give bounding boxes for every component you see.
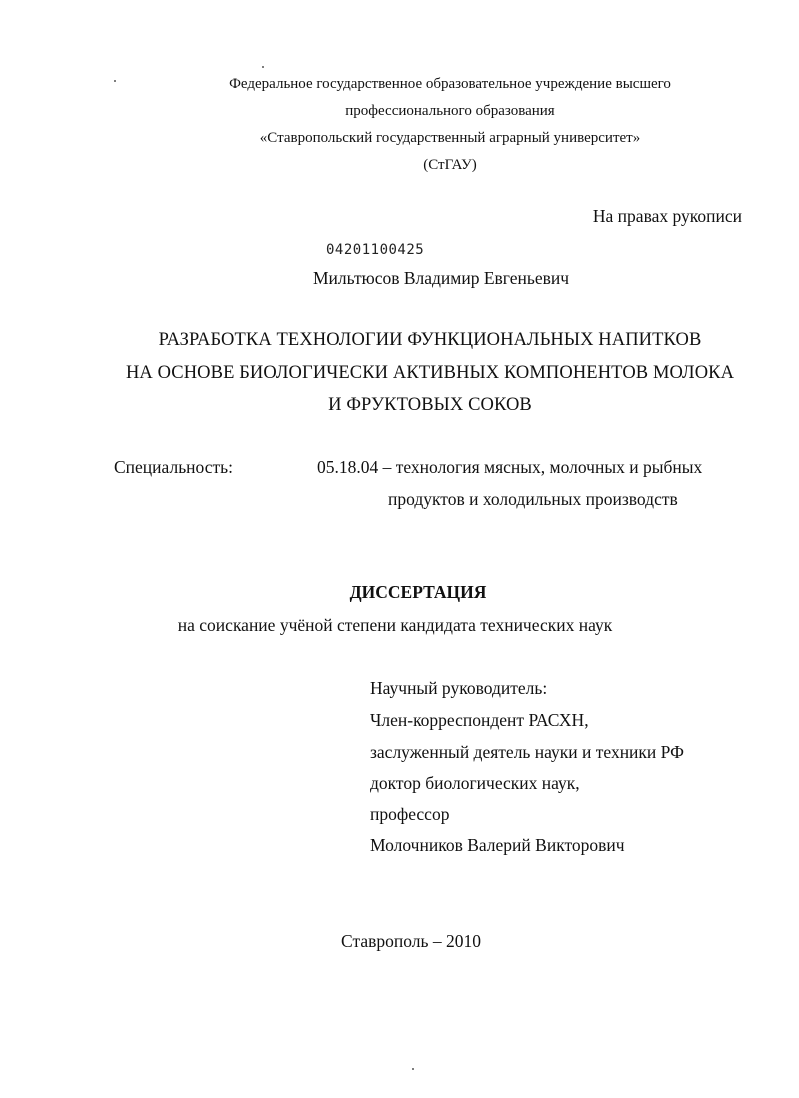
- place-and-year: Ставрополь – 2010: [341, 931, 481, 951]
- supervisor-line-3: доктор биологических наук,: [370, 773, 580, 793]
- thesis-title-line-2: НА ОСНОВЕ БИОЛОГИЧЕСКИ АКТИВНЫХ КОМПОНЕНТОВ МОЛОКА: [125, 363, 735, 383]
- manuscript-note: На правах рукописи: [592, 206, 742, 226]
- institution-line-2: профессионального образования: [345, 103, 555, 119]
- dissertation-subtitle: на соискание учёной степени кандидата технических наук: [177, 615, 613, 635]
- scan-speck: [412, 1068, 414, 1070]
- thesis-title-line-1: РАЗРАБОТКА ТЕХНОЛОГИИ ФУНКЦИОНАЛЬНЫХ НАПИТКОВ: [158, 330, 702, 350]
- institution-abbreviation: (СтГАУ): [423, 157, 477, 173]
- dissertation-heading: ДИССЕРТАЦИЯ: [349, 582, 487, 602]
- supervisor-line-2: заслуженный деятель науки и техники РФ: [370, 742, 684, 762]
- registration-number: 04201100425: [326, 242, 425, 258]
- supervisor-name: Молочников Валерий Викторович: [370, 835, 625, 855]
- specialty-line-1: 05.18.04 – технология мясных, молочных и рыбных: [317, 457, 703, 477]
- specialty-line-2: продуктов и холодильных производств: [388, 489, 678, 509]
- scan-speck: [262, 66, 264, 68]
- scan-speck: [114, 80, 116, 82]
- supervisor-line-1: Член-корреспондент РАСХН,: [370, 710, 589, 730]
- institution-line-1: Федеральное государственное образовательное учреждение высшего: [229, 76, 671, 92]
- supervisor-line-4: профессор: [370, 804, 450, 824]
- specialty-label: Специальность:: [114, 457, 233, 477]
- author-name: Мильтюсов Владимир Евгеньевич: [313, 268, 570, 288]
- thesis-title-line-3: И ФРУКТОВЫХ СОКОВ: [328, 395, 532, 415]
- institution-line-3: «Ставропольский государственный аграрный университет»: [259, 130, 641, 146]
- supervisor-label: Научный руководитель:: [370, 678, 548, 698]
